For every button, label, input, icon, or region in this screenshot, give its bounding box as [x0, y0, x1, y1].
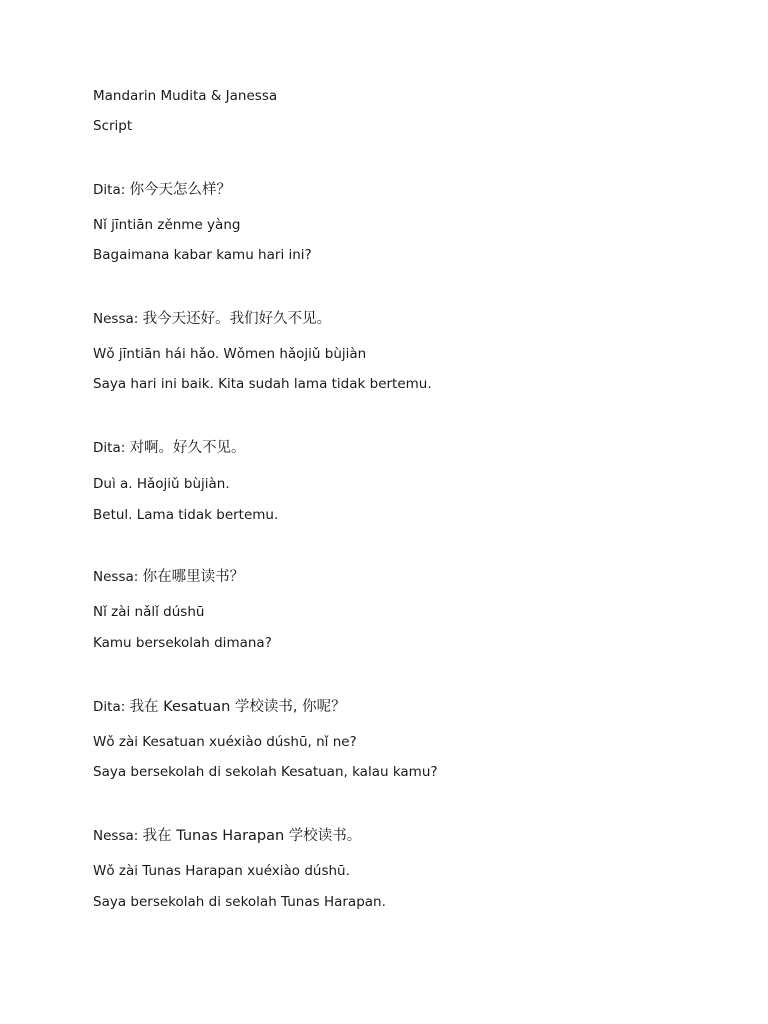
pinyin-text: Wǒ jīntiān hái hǎo. Wǒmen hǎojiǔ bùjiàn — [93, 346, 367, 362]
hanzi-text: 我在 Kesatuan 学校读书, 你呢？ — [129, 699, 346, 715]
dialogue-line-hanzi — [93, 698, 346, 716]
dialogue-line-hanzi — [93, 827, 361, 845]
translation-text: Betul. Lama tidak bertemu. — [93, 507, 279, 523]
hanzi-text: 你在哪里读书？ — [142, 569, 245, 585]
hanzi-text: 我今天还好。我们好久不见。 — [142, 311, 332, 327]
dialogue-line-hanzi — [93, 181, 231, 199]
translation-text: Saya hari ini baik. Kita sudah lama tidak bertemu. — [93, 376, 432, 392]
pinyin-text: Nǐ zài nǎlǐ dúshū — [93, 604, 205, 620]
pinyin-text: Wǒ zài Kesatuan xuéxiào dúshū, nǐ ne? — [93, 734, 357, 750]
pinyin-text: Wǒ zài Tunas Harapan xuéxiào dúshū. — [93, 863, 350, 879]
pinyin-text: Duì a. Hǎojiǔ bùjiàn. — [93, 476, 230, 492]
document-subtitle: Script — [93, 118, 133, 134]
translation-text: Kamu bersekolah dimana? — [93, 635, 272, 651]
dialogue-line-hanzi — [93, 310, 331, 328]
dialogue-line-hanzi — [93, 568, 244, 586]
dialogue-line-hanzi — [93, 439, 246, 457]
translation-text: Saya bersekolah di sekolah Kesatuan, kalau kamu? — [93, 764, 438, 780]
speaker-name: Dita: — [93, 699, 126, 715]
pinyin-text: Nǐ jīntiān zěnme yàng — [93, 217, 241, 233]
translation-text: Saya bersekolah di sekolah Tunas Harapan. — [93, 894, 386, 910]
hanzi-text: 我在 Tunas Harapan 学校读书。 — [142, 828, 362, 844]
document-title: Mandarin Mudita & Janessa — [93, 88, 278, 104]
translation-text: Bagaimana kabar kamu hari ini? — [93, 247, 312, 263]
speaker-name: Nessa: — [93, 828, 139, 844]
speaker-name: Dita: — [93, 182, 126, 198]
hanzi-text: 你今天怎么样？ — [129, 182, 232, 198]
speaker-name: Dita: — [93, 440, 126, 456]
hanzi-text: 对啊。好久不见。 — [129, 440, 246, 456]
speaker-name: Nessa: — [93, 569, 139, 585]
speaker-name: Nessa: — [93, 311, 139, 327]
